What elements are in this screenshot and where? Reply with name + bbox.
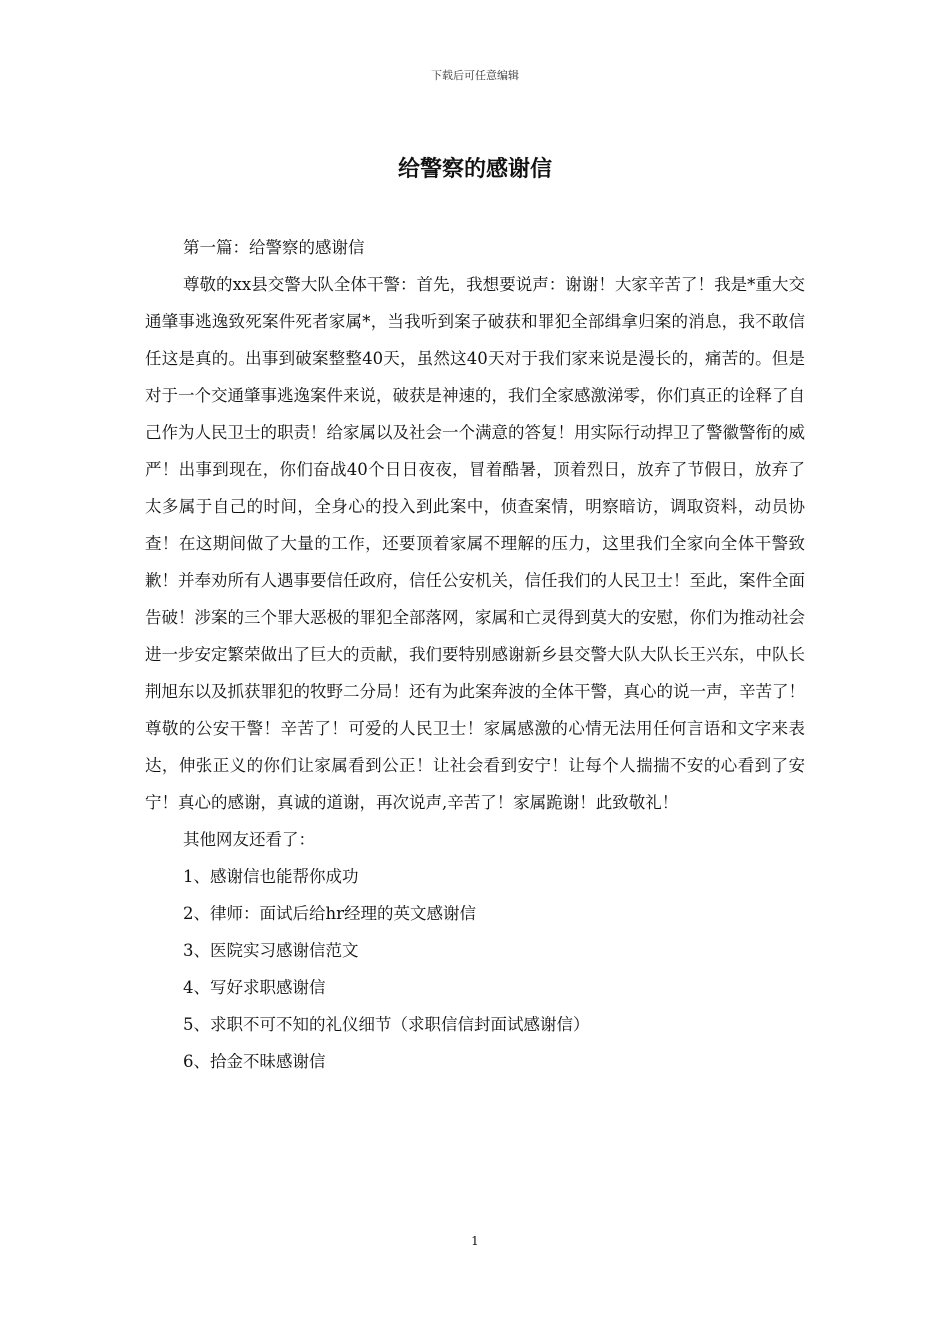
- section-heading: 第一篇：给警察的感谢信: [183, 238, 365, 257]
- related-list: [145, 858, 805, 1080]
- page-number: 1: [471, 1234, 479, 1248]
- related-item: 1、感谢信也能帮你成功: [183, 867, 359, 886]
- page-header-note: 下载后可任意编辑: [431, 69, 519, 82]
- related-item: 5、求职不可不知的礼仪细节（求职信信封面试感谢信）: [183, 1015, 590, 1034]
- document-title: 给警察的感谢信: [397, 156, 552, 182]
- related-item: 4、写好求职感谢信: [183, 978, 326, 997]
- related-item: 2、律师：面试后给hr经理的英文感谢信: [183, 904, 477, 923]
- letter-body: 尊敬的xx县交警大队全体干警：首先，我想要说声：谢谢！大家辛苦了！我是*重大交通肇事逃逸致死案件死者家属*，当我听到案子破获和罪犯全部缉拿归案的消息，我不敢信任这是真的。出事到破案整整40天，虽然这40天对于我们家来说是漫长的，痛苦的。但是对于一个交通肇事逃逸案件来说，破获是神速的，我们全家感激涕零，你们真正的诠释了自己作为人民卫士的职责！给家属以及社会一个满意的答复！用实际行动捍卫了警徽警衔的威严！出事到现在，你们奋战40个日日夜夜，冒着酷暑，顶着烈日，放弃了节假日，放弃了太多属于自己的时间，全身心的投入到此案中，侦查案情，明察暗访，调取资料，动员协查！在这期间做了大量的工作，还要顶着家属不理解的压力，这里我们全家向全体干警致歉！并奉劝所有人遇事要信任政府，信任公安机关，信任我们的人民卫士！至此，案件全面告破！涉案的三个罪大恶极的罪犯全部落网，家属和亡灵得到莫大的安慰，你们为推动社会进一步安定繁荣做出了巨大的贡献，我们要特别感谢新乡县交警大队大队长王兴东，中队长荆旭东以及抓获罪犯的牧野二分局！还有为此案奔波的全体干警，真心的说一声，辛苦了！尊敬的公安干警！辛苦了！可爱的人民卫士！家属感激的心情无法用任何言语和文字来表达，伸张正义的你们让家属看到公正！让社会看到安宁！让每个人揣揣不安的心看到了安宁！真心的感谢，真诚的道谢，再次说声,辛苦了！家属跪谢！此致敬礼！: [145, 275, 805, 812]
- related-heading: 其他网友还看了：: [183, 830, 315, 849]
- related-item: 6、拾金不昧感谢信: [183, 1052, 326, 1071]
- related-item: 3、医院实习感谢信范文: [183, 941, 359, 960]
- document-content: [145, 229, 805, 1080]
